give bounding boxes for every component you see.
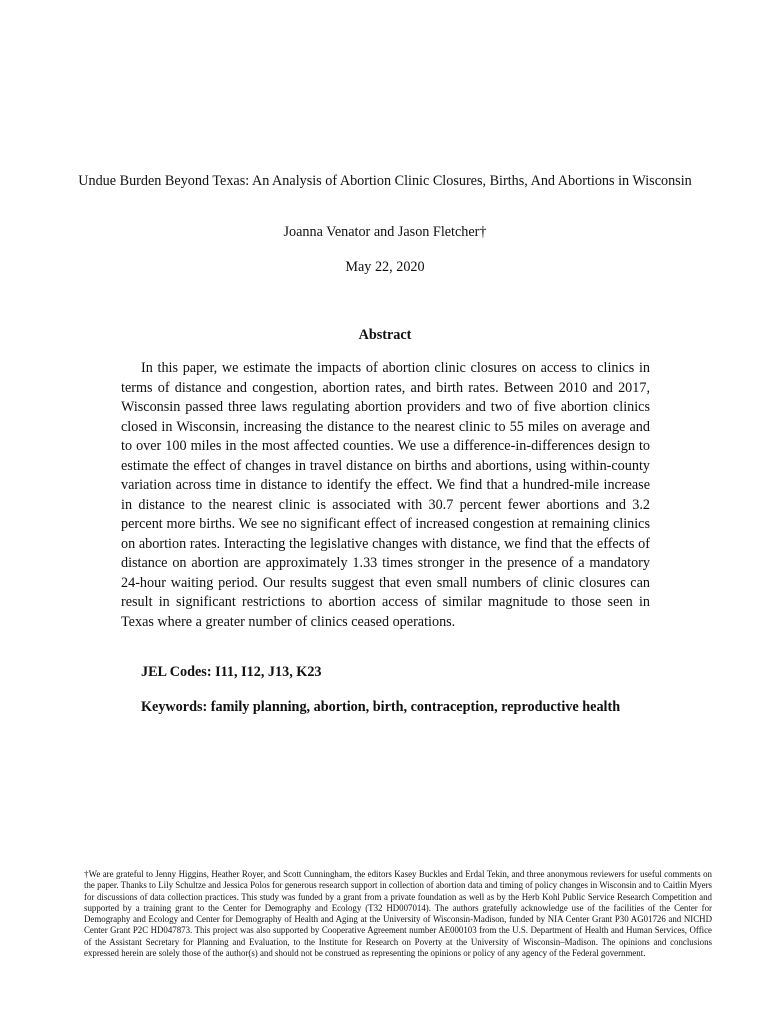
- abstract-heading: Abstract: [358, 327, 412, 343]
- acknowledgement-footnote: †We are grateful to Jenny Higgins, Heather Royer, and Scott Cunningham, the editors Kasey Buckles and Erdal Tekin, and three anonymous reviewers for useful comments on the paper. Thanks to Lily Schultze and Jessica Polos for generous research support in collection of abortion data and timing of policy changes in Wisconsin and to Caitlin Myers for discussions of data collection practices. This study was funded by a grant from a private foundation as well as by the Herb Kohl Public Service Research Competition and supported by a training grant to the Center for Demography and Ecology (T32 HD007014). The authors gratefully acknowledge use of the facilities of the Center for Demography and Ecology and Center for Demography of Health and Aging at the University of Wisconsin-Madison, funded by NIA Center Grant P30 AG01726 and NICHD Center Grant P2C HD047873. This project was also supported by Cooperative Agreement number AE000103 from the U.S. Department of Health and Human Services, Office of the Assistant Secretary for Planning and Evaluation, to the Institute for Research on Poverty at the University of Wisconsin–Madison. The opinions and conclusions expressed herein are solely those of the author(s) and should not be construed as representing the opinions or policy of any agency of the Federal government.: [84, 869, 712, 959]
- keywords: Keywords: family planning, abortion, birth, contraception, reproductive health: [141, 699, 621, 715]
- paper-date: May 22, 2020: [345, 259, 425, 275]
- paper-authors: Joanna Venator and Jason Fletcher†: [283, 224, 487, 240]
- abstract-text: In this paper, we estimate the impacts of abortion clinic closures on access to clinics in terms of distance and congestion, abortion rates, and birth rates. Between 2010 and 2017, Wisconsin passed three laws regulating abortion providers and two of five abortion clinics closed in Wisconsin, increasing the distance to the nearest clinic to 55 miles on average and to over 100 miles in the most affected counties. We use a difference-in-differences design to estimate the effect of changes in travel distance on births and abortions, using within-county variation across time in distance to identify the effect. We find that a hundred-mile increase in distance to the nearest clinic is associated with 30.7 percent fewer abortions and 3.2 percent more births. We see no significant effect of increased congestion at remaining clinics on abortion rates. Interacting the legislative changes with distance, we find that the effects of distance on abortion are approximately 1.33 times stronger in the presence of a mandatory 24-hour waiting period. Our results suggest that even small numbers of clinic closures can result in significant restrictions to abortion access of similar magnitude to those seen in Texas where a greater number of clinics ceased operations.: [121, 360, 650, 630]
- jel-codes: JEL Codes: I11, I12, J13, K23: [141, 664, 322, 680]
- paper-title: Undue Burden Beyond Texas: An Analysis of Abortion Clinic Closures, Births, And Abortions in Wisconsin: [78, 173, 692, 189]
